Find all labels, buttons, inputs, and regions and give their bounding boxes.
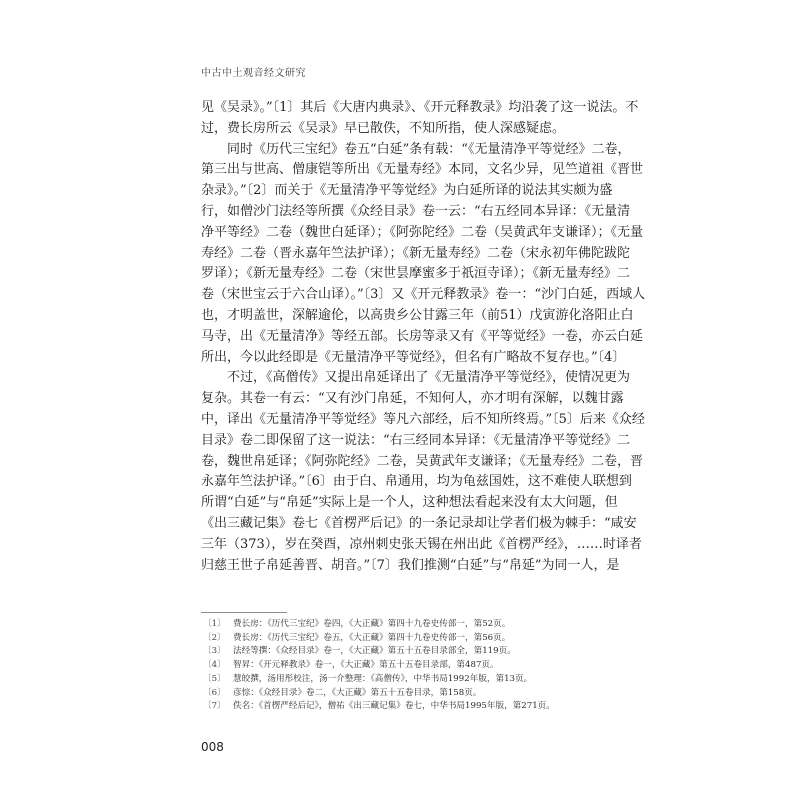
- footnote-number: 〔1〕: [203, 619, 226, 629]
- text-line: 三年（373），岁在癸酉，凉州刺史张天锡在州出此《首楞严经》，……时译者: [201, 536, 642, 552]
- footnote-item: [203, 645, 593, 659]
- footnotes-block: [203, 618, 593, 714]
- footnote-item: [203, 632, 593, 646]
- text-line: 见《吴录》。”〔1〕其后《大唐内典录》、《开元释教录》均沿袭了这一说法。不: [201, 100, 639, 115]
- text-line: 卷，魏世帛延译；《阿弥陀经》二卷，吴黄武年支谦译；《无量寿经》二卷，晋: [201, 453, 644, 469]
- text-line: 寿经》二卷（晋永嘉年竺法护译）；《新无量寿经》二卷（宋永初年佛陀跋陀: [201, 245, 631, 261]
- main-text-block: [201, 98, 646, 576]
- text-line: 《出三藏记集》卷七《首楞严后记》的一条记录却让学者们极为棘手：“咸安: [201, 515, 637, 531]
- footnote-number: 〔2〕: [203, 632, 226, 643]
- footnote-text: 彦悰：《众经目录》卷二，《大正藏》第五十五卷目录，第158页。: [233, 687, 482, 698]
- text-line: 净平等经》二卷（魏世白延译）；《阿弥陀经》二卷（吴黄武年支谦译）；《无量: [201, 224, 644, 240]
- footnote-item: [203, 618, 593, 632]
- text-line: 所出，今以此经即是《无量清净平等觉经》，但名有广略故不复存也。”〔4〕: [201, 349, 626, 365]
- footnote-number: 〔5〕: [203, 673, 226, 684]
- footnote-number: 〔7〕: [203, 701, 226, 712]
- text-line: 所谓“白延”与“帛延”实际上是一个人，这种想法看起来没有太大问题，但: [201, 495, 618, 511]
- footnote-text: 费长房：《历代三宝纪》卷五，《大正藏》第四十九卷史传部一，第56页。: [233, 632, 511, 643]
- footnote-item: [203, 659, 593, 673]
- text-line: 中，译出《无量清净平等觉经》等凡六部经，后不知所终焉。”〔5〕后来《众经: [201, 411, 645, 427]
- running-header: 中古中土观音经文研究: [201, 68, 306, 79]
- text-line: 归慈王世子帛延善晋、胡音。”〔7〕我们推测“白延”与“帛延”为同一人，是: [201, 557, 620, 573]
- text-line: 卷（宋世宝云于六合山译）。”〔3〕又《开元释教录》卷一：“沙门白延，西域人: [201, 287, 646, 303]
- footnote-text: 智昇：《开元释教录》卷一，《大正藏》第五十五卷目录部，第487页。: [233, 660, 499, 671]
- footnote-text: 佚名：《首楞严经后记》，僧祐《出三藏记集》卷七，中华书局1995年版，第271页。: [233, 701, 555, 712]
- text-line: 永嘉年竺法护译。”〔6〕由于白、帛通用，均为龟兹国姓，这不难使人联想到: [201, 474, 632, 490]
- footnote-text: 费长房：《历代三宝纪》卷四，《大正藏》第四十九卷史传部一，第52页。: [233, 619, 511, 629]
- text-line: 罗译）；《新无量寿经》二卷（宋世昙摩蜜多于祇洹寺译）；《新无量寿经》二: [201, 266, 631, 282]
- footnote-item: [203, 700, 593, 714]
- text-line: 过，费长房所云《吴录》早已散佚，不知所指，使人深感疑虑。: [201, 120, 566, 136]
- footnote-number: 〔4〕: [203, 660, 226, 671]
- text-line: 第三出与世高、僧康铠等所出《无量寿经》本同，文名少异，见竺道祖《晋世: [201, 162, 644, 178]
- footnote-text: 慧皎撰，汤用彤校注，汤一介整理：《高僧传》，中华书局1992年版，第13页。: [233, 673, 533, 684]
- text-line: 马寺，出《无量清净》等经五部。长房等录又有《平等觉经》一卷，亦云白延: [201, 328, 644, 344]
- text-line: 复杂。其卷一有云：“又有沙门帛延，不知何人，亦才明有深解，以魏甘露: [201, 391, 624, 407]
- text-line: 也，才明盖世，深解逾伦，以高贵乡公甘露三年（前51）戊寅游化洛阳止白: [201, 307, 634, 323]
- text-line: 杂录》。”〔2〕而关于《无量清净平等觉经》为白延所译的说法其实颇为盛: [201, 183, 613, 199]
- footnote-item: [203, 687, 593, 701]
- page-number: 008: [201, 740, 224, 754]
- text-line: 同时《历代三宝纪》卷五“白延”条有载：“《无量清净平等觉经》二卷，: [227, 141, 631, 157]
- text-line: 行，如僧沙门法经等所撰《众经目录》卷一云：“右五经同本异译：《无量清: [201, 203, 631, 219]
- footnote-number: 〔6〕: [203, 687, 226, 698]
- footnote-divider: [201, 612, 287, 613]
- footnote-text: 法经等撰：《众经目录》卷一，《大正藏》第五十五卷目录部全，第119页。: [233, 646, 516, 657]
- footnote-number: 〔3〕: [203, 646, 226, 657]
- text-line: 目录》卷二即保留了这一说法：“右三经同本异译：《无量清净平等觉经》二: [201, 432, 631, 448]
- footnote-item: [203, 673, 593, 687]
- text-line: 不过，《高僧传》又提出帛延译出了《无量清净平等觉经》，使情况更为: [227, 370, 631, 386]
